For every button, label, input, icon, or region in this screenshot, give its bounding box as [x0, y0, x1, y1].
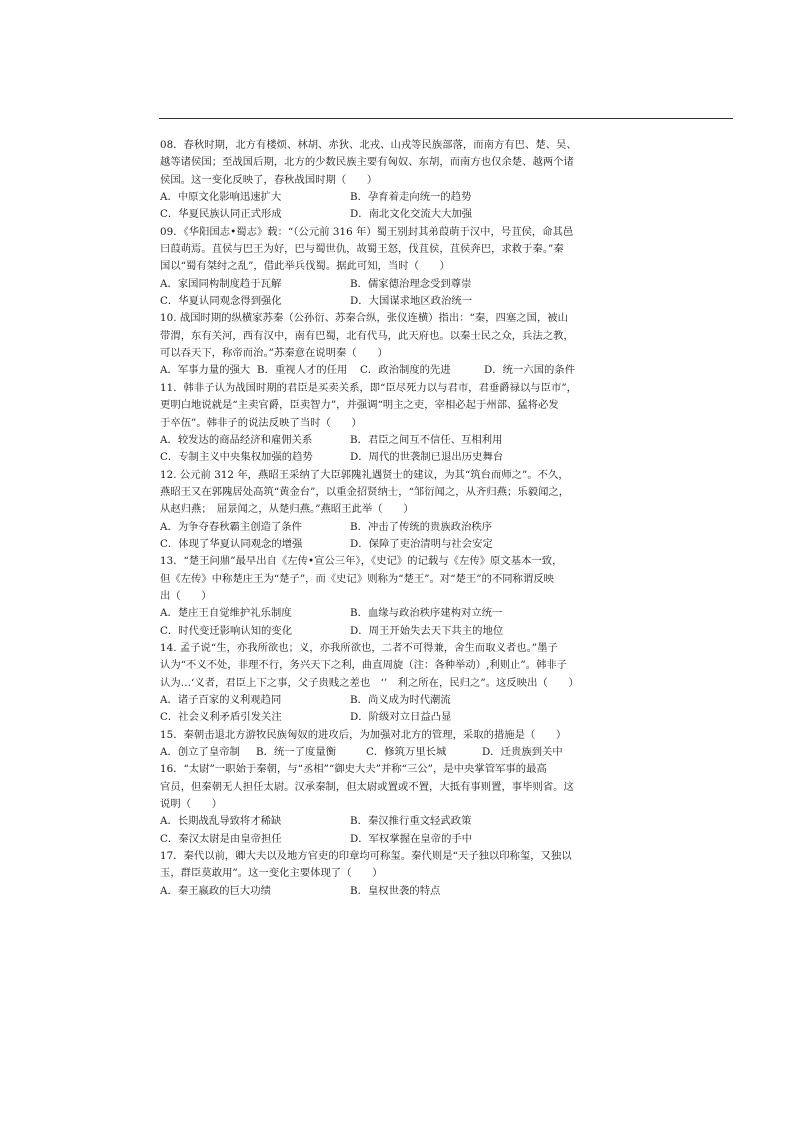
option-b[interactable]: B．皇权世袭的特点: [350, 884, 441, 897]
stem-line: 于卒伍”。韩非子的说法反映了当时（ ）: [160, 416, 362, 429]
stem-line: 13．“楚王问鼎”最早出自《左传•宣公三年》，《史记》的记载与《左传》原文基本一致，: [160, 555, 563, 568]
option-c[interactable]: C．修筑万里长城: [366, 746, 447, 759]
question-14: [160, 640, 640, 727]
stem-line: 15．秦朝击退北方游牧民族匈奴的进攻后，为加强对北方的管理，采取的措施是（ ）: [160, 728, 567, 741]
option-b[interactable]: B．秦汉推行重文轻武政策: [350, 815, 472, 828]
stem-line: 从赵归燕； 屈景闻之，从楚归燕。”燕昭王此举（ ）: [160, 503, 414, 516]
question-12: [160, 467, 640, 554]
stem-line: 国以“蜀有桀纣之乱”，借此举兵伐蜀。据此可知，当时（ ）: [160, 260, 450, 273]
option-a[interactable]: A．家国同构制度趋于瓦解: [160, 277, 282, 290]
question-stem: [160, 380, 640, 432]
option-a[interactable]: A．秦王嬴政的巨大功绩: [160, 884, 271, 897]
options-row: [160, 362, 640, 379]
option-d[interactable]: D．迁贵族到关中: [482, 746, 563, 759]
question-09: [160, 224, 640, 311]
option-b[interactable]: B．尚义成为时代潮流: [350, 694, 451, 706]
options-row: [160, 519, 640, 536]
stem-line: 侯国。这一变化反映了，春秋战国时期（ ）: [160, 173, 378, 186]
option-d[interactable]: D．周王开始失去天下共主的地位: [350, 624, 504, 637]
option-d[interactable]: D．周代的世袭制已退出历史舞台: [350, 451, 504, 464]
question-08: [160, 137, 640, 224]
options-row: [160, 831, 640, 848]
stem-line: 认为…‘义者，君臣上下之事，父子贵贱之差也 ‘’ 利之所在，民归之”。这反映出（ ）: [160, 676, 579, 689]
option-c[interactable]: C．社会义利矛盾引发关注: [160, 711, 282, 724]
option-c[interactable]: C．华夏认同观念得到强化: [160, 295, 282, 308]
stem-line: 14. 孟子说“生，亦我所欲也；义，亦我所欲也，二者不可得兼，舍生而取义者也。”墨子: [160, 641, 558, 654]
stem-line: 燕昭王又在郭隗居处高筑“黄金台”，以重金招贤纳士，“邹衍闻之，从齐归燕；乐毅闻之，: [160, 485, 570, 498]
option-a[interactable]: A．楚庄王自觉维护礼乐制度: [160, 607, 292, 620]
question-stem: [160, 467, 640, 519]
options-row: [160, 206, 640, 223]
stem-line: 玉，群臣莫敢用”。这一变化主要体现了（ ）: [160, 867, 383, 880]
question-stem: [160, 848, 640, 883]
question-stem: [160, 761, 640, 813]
option-a[interactable]: A．军事力量的强大: [160, 364, 251, 377]
question-stem: [160, 310, 640, 362]
question-stem: [160, 640, 640, 692]
question-stem: [160, 224, 640, 276]
options-row: [160, 605, 640, 622]
option-b[interactable]: B．血缘与政治秩序建构对立统一: [350, 607, 503, 620]
option-d[interactable]: D．保障了吏治清明与社会安定: [350, 537, 493, 550]
option-b[interactable]: B．儒家德治理念受到尊崇: [350, 277, 472, 290]
options-row: [160, 449, 640, 466]
option-c[interactable]: C．政治制度的先进: [360, 364, 451, 377]
option-c[interactable]: C．专制主义中央集权加强的趋势: [160, 451, 313, 464]
options-row: [160, 692, 640, 709]
option-a[interactable]: A．中原文化影响迅速扩大: [160, 191, 282, 204]
option-c[interactable]: C．华夏民族认同正式形成: [160, 208, 282, 221]
option-a[interactable]: A．创立了皇帝制: [160, 746, 240, 759]
stem-line: 曰葭萌焉。苴侯与巴王为好，巴与蜀世仇，故蜀王怒，伐苴侯，苴侯奔巴，求救于秦。”秦: [160, 243, 564, 256]
options-row: [160, 276, 640, 293]
option-d[interactable]: D．阶级对立日益凸显: [350, 711, 452, 724]
option-c[interactable]: C．时代变迁影响认知的变化: [160, 624, 293, 637]
question-17: [160, 848, 640, 900]
question-stem: [160, 137, 640, 189]
stem-line: 12. 公元前 312 年，燕昭王采纳了大臣郭隗礼遇贤士的建议，为其“筑台而师之”。不久，: [160, 468, 569, 481]
options-row: [160, 432, 640, 449]
question-list: [160, 137, 640, 900]
question-10: [160, 310, 640, 379]
question-11: [160, 380, 640, 467]
question-13: [160, 553, 640, 640]
options-row: [160, 189, 640, 206]
options-row: [160, 536, 640, 553]
options-row: [160, 709, 640, 726]
stem-line: 说明（ ）: [160, 798, 223, 811]
option-a[interactable]: A．诸子百家的义利观趋同: [160, 694, 282, 706]
option-a[interactable]: A．为争夺春秋霸主创造了条件: [160, 520, 302, 533]
option-c[interactable]: C．秦汉太尉是由皇帝担任: [160, 832, 282, 845]
option-a[interactable]: A．较发达的商品经济和雇佣关系: [160, 433, 313, 446]
option-d[interactable]: D．军权掌握在皇帝的手中: [350, 832, 473, 845]
stem-line: 17．秦代以前，卿大夫以及地方官吏的印章均可称玺。秦代则是“天子独以印称玺，又独以: [160, 850, 572, 863]
stem-line: 可以吞天下，称帝而治。”苏秦意在说明秦（ ）: [160, 347, 388, 360]
options-row: [160, 623, 640, 640]
option-b[interactable]: B．统一了度量衡: [256, 746, 337, 759]
option-d[interactable]: D．统一六国的条件: [484, 364, 576, 377]
option-c[interactable]: C．体现了华夏认同观念的增强: [160, 537, 303, 550]
options-row: [160, 883, 640, 900]
options-row: [160, 293, 640, 310]
options-row: [160, 813, 640, 830]
stem-line: 官员，但秦朝无人担任太尉。汉承秦制，但太尉或置或不置，大抵有事则置，事毕则省。这: [160, 780, 574, 793]
options-row: [160, 744, 640, 761]
stem-line: 认为“不义不处，非理不行，务兴天下之利，曲直周旋（注：各种举动）,利则止”。韩非子: [160, 659, 568, 672]
option-b[interactable]: B．重视人才的任用: [257, 364, 348, 377]
stem-line: 10. 战国时期的纵横家苏秦（公孙衍、苏秦合纵，张仪连横）指出：“秦，四塞之国，被山: [160, 312, 568, 325]
question-16: [160, 761, 640, 848]
stem-line: 11．韩非子认为战国时期的君臣是买卖关系，即“臣尽死力以与君市，君垂爵禄以与臣市”，: [160, 381, 578, 394]
option-a[interactable]: A．长期战乱导致将才稀缺: [160, 815, 282, 828]
stem-line: 09．《华阳国志•蜀志》载：“（公元前 316 年）蜀王别封其弟葭萌于汉中，号苴侯，命其邑: [160, 225, 574, 238]
question-stem: [160, 727, 640, 744]
question-stem: [160, 553, 640, 605]
option-b[interactable]: B．孕育着走向统一的趋势: [350, 191, 472, 204]
stem-line: 但《左传》中称楚庄王为“楚子”，而《史记》则称为“楚王”。对“楚王”的不同称谓反映: [160, 572, 555, 585]
stem-line: 带渭，东有关河，西有汉中，南有巴蜀，北有代马，此天府也。以秦士民之众，兵法之教，: [160, 329, 574, 342]
stem-line: 更明白地说就是“主卖官爵，臣卖智力”，并强调“明主之吏，宰相必起于州部、猛将必发: [160, 399, 559, 412]
stem-line: 出（ ）: [160, 589, 212, 602]
stem-line: 16．“太尉”一职始于秦朝，与“丞相”“御史大夫”并称“三公”，是中央掌管军事的最高: [160, 763, 547, 776]
option-d[interactable]: D．南北文化交流大大加强: [350, 208, 473, 221]
option-d[interactable]: D．大国谋求地区政治统一: [350, 295, 473, 308]
stem-line: 08．春秋时期，北方有楼烦、林胡、赤狄、北戎、山戎等民族部落，而南方有巴、楚、吴、: [160, 139, 577, 151]
option-b[interactable]: B．君臣之间互不信任、互相利用: [350, 433, 503, 446]
option-b[interactable]: B．冲击了传统的贵族政治秩序: [350, 520, 493, 533]
header-rule: [159, 118, 733, 119]
question-15: [160, 727, 640, 762]
stem-line: 越等诸侯国；至战国后期，北方的少数民族主要有匈奴、东胡，而南方也仅余楚、越两个诸: [160, 156, 574, 169]
